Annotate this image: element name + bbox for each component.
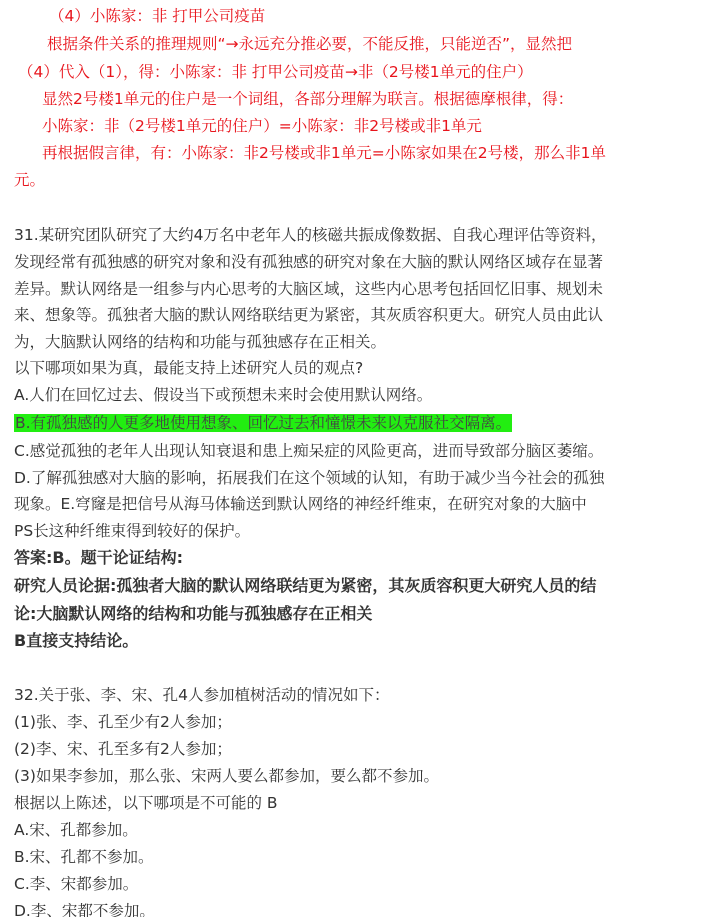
q31-option-a: A.人们在回忆过去、假设当下或预想未来时会使用默认网络。 [14, 386, 433, 404]
q31-option-d-line-1: D.了解孤独感对大脑的影响，拓展我们在这个领域的认知，有助于减少当今社会的孤独 [14, 469, 605, 487]
q31-option-d-line-3: PS长这种纤维束得到较好的保护。 [14, 522, 251, 540]
q31-option-d-line-2: 现象。E.穹窿是把信号从海马体输送到默认网络的神经纤维束，在研究对象的大脑中 [14, 495, 587, 513]
red-line-7: 元。 [14, 171, 46, 189]
q31-stem-line-4: 来、想象等。孤独者大脑的默认网络联结更为紧密，其灰质容积更大。研究人员由此认 [14, 306, 604, 324]
q32-condition-1: (1)张、李、孔至少有2人参加； [14, 713, 232, 731]
red-line-6: 再根据假言律，有：小陈家：非2号楼或非1单元=小陈家如果在2号楼，那么非1单 [42, 144, 606, 162]
q32-condition-3: (3)如果李参加，那么张、宋两人要么都参加，要么都不参加。 [14, 767, 439, 785]
q31-stem-line-1: 31.某研究团队研究了大约4万名中老年人的核磁共振成像数据、自我心理评估等资料， [14, 226, 607, 244]
q31-option-b: B.有孤独感的人更多地使用想象、回忆过去和憧憬未来以克服社交隔离。 [15, 414, 512, 432]
q31-stem-line-5: 为，大脑默认网络的结构和功能与孤独感存在正相关。 [14, 333, 387, 351]
red-line-4: 显然2号楼1单元的住户是一个词组，各部分理解为联言。根据德摩根律，得： [42, 90, 574, 108]
q32-question: 根据以上陈述，以下哪项是不可能的 B [14, 794, 278, 812]
q32-stem: 32.关于张、李、宋、孔4人参加植树活动的情况如下： [14, 686, 390, 704]
q32-option-a: A.宋、孔都参加。 [14, 821, 138, 839]
red-line-5: 小陈家：非（2号楼1单元的住户）=小陈家：非2号楼或非1单元 [42, 117, 482, 135]
q32-option-c: C.李、宋都参加。 [14, 875, 139, 893]
q31-answer-line-3: 论:大脑默认网络的结构和功能与孤独感存在正相关 [14, 604, 373, 623]
q31-question: 以下哪项如果为真，最能支持上述研究人员的观点? [14, 359, 364, 377]
q32-option-d: D.李、宋都不参加。 [14, 902, 155, 917]
red-line-3: （4）代入（1），得：小陈家：非 打甲公司疫苗→非（2号楼1单元的住户） [18, 63, 533, 81]
red-line-2: 根据条件关系的推理规则“→永远充分推必要，不能反推，只能逆否”，显然把 [47, 35, 573, 53]
q31-stem-line-3: 差异。默认网络是一组参与内心思考的大脑区域，这些内心思考包括回忆旧事、规划未 [14, 280, 604, 298]
q32-condition-2: (2)李、宋、孔至多有2人参加； [14, 740, 232, 758]
q31-answer-line-4: B直接支持结论。 [14, 631, 139, 650]
q32-option-b: B.宋、孔都不参加。 [14, 848, 154, 866]
q31-answer-line-2: 研究人员论据:孤独者大脑的默认网络联结更为紧密，其灰质容积更大研究人员的结 [14, 576, 597, 595]
q31-answer-line-1: 答案:B。题干论证结构: [14, 548, 183, 567]
q31-option-c: C.感觉孤独的老年人出现认知衰退和患上痴呆症的风险更高，进而导致部分脑区萎缩。 [14, 442, 604, 460]
q31-stem-line-2: 发现经常有孤独感的研究对象和没有孤独感的研究对象在大脑的默认网络区域存在显著 [14, 253, 604, 271]
red-line-1: （4）小陈家：非 打甲公司疫苗 [49, 7, 266, 25]
q31-option-b-highlighted [14, 413, 512, 433]
